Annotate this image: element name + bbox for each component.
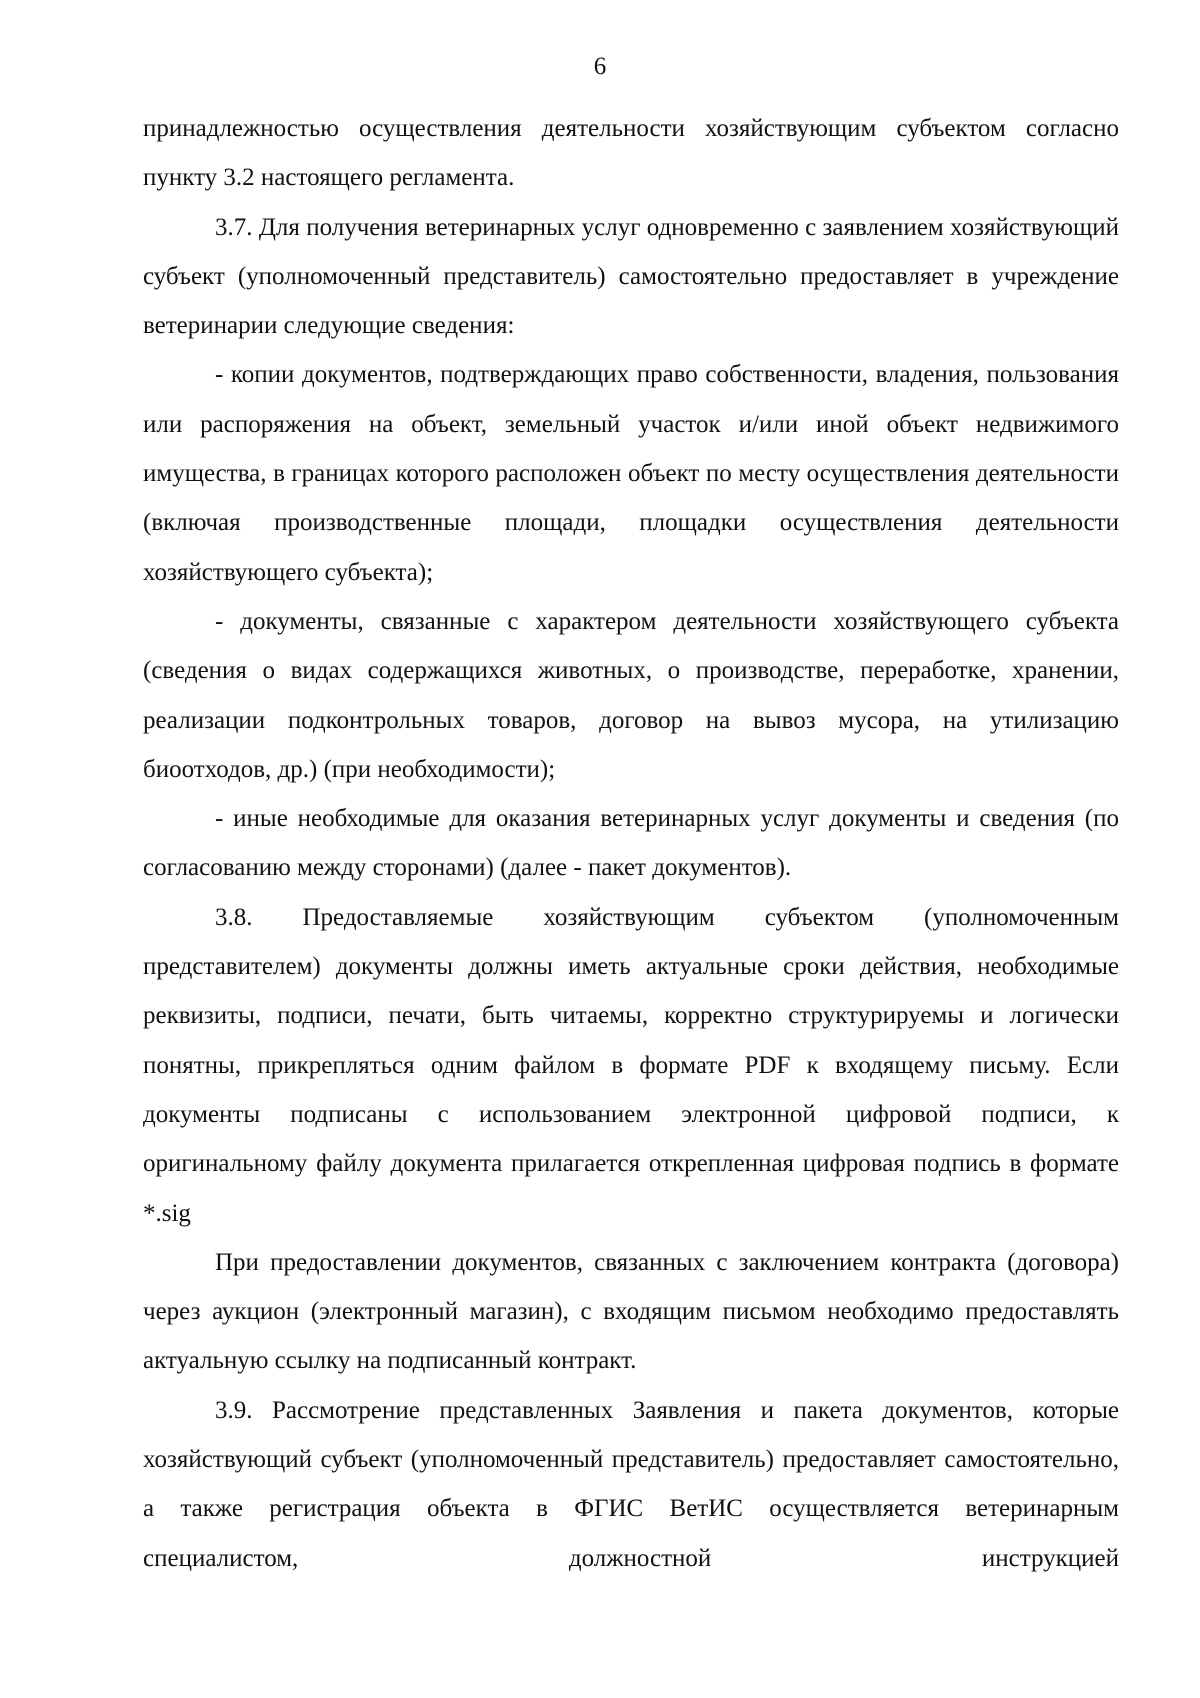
paragraph-3-7: 3.7. Для получения ветеринарных услуг одновременно с заявлением хозяйствующий субъект (уполномоченный представитель) самостоятельно предоставляет в учреждение ветеринарии следующие сведения:: [143, 213, 1119, 340]
paragraph-3-8: 3.8. Предоставляемые хозяйствующим субъектом (уполномоченным представителем) документы должны иметь актуальные сроки действия, необходимые реквизиты, подписи, печати, быть читаемы, корректно структурируемы и логически понятны, прикрепляться одним файлом в формате PDF к входящему письму. Если документы подписаны с использованием электронной цифровой подписи, к оригинальному файлу документа прилагается открепленная цифровая подпись в формате *.sig: [143, 903, 1119, 1227]
paragraph-continuation: принадлежностью осуществления деятельности хозяйствующим субъектом согласно пункту 3.2 настоящего регламента.: [143, 115, 1119, 192]
list-item-activity-documents: - документы, связанные с характером деятельности хозяйствующего субъекта (сведения о видах содержащихся животных, о производстве, переработке, хранении, реализации подконтрольных товаров, договор на вывоз мусора, на утилизацию биоотходов, др.) (при необходимости);: [143, 607, 1119, 783]
paragraph-3-9: 3.9. Рассмотрение представленных Заявления и пакета документов, которые хозяйствующий субъект (уполномоченный представитель) предоставляет самостоятельно, а также регистрация объекта в ФГИС ВетИС осуществляется ветеринарным специалистом, должностной инструкцией: [143, 1396, 1119, 1572]
document-body: [143, 104, 1119, 1583]
list-item-ownership-documents: - копии документов, подтверждающих право собственности, владения, пользования или распоряжения на объект, земельный участок и/или иной объект недвижимого имущества, в границах которого расположен объект по месту осуществления деятельности (включая производственные площади, площадки осуществления деятельности хозяйствующего субъекта);: [143, 361, 1119, 586]
list-item-other-documents: - иные необходимые для оказания ветеринарных услуг документы и сведения (по согласованию между сторонами) (далее - пакет документов).: [143, 805, 1119, 882]
page-number: 6: [593, 53, 607, 80]
paragraph-contract-link: При предоставлении документов, связанных с заключением контракта (договора) через аукцион (электронный магазин), с входящим письмом необходимо предоставлять актуальную ссылку на подписанный контракт.: [143, 1248, 1119, 1375]
